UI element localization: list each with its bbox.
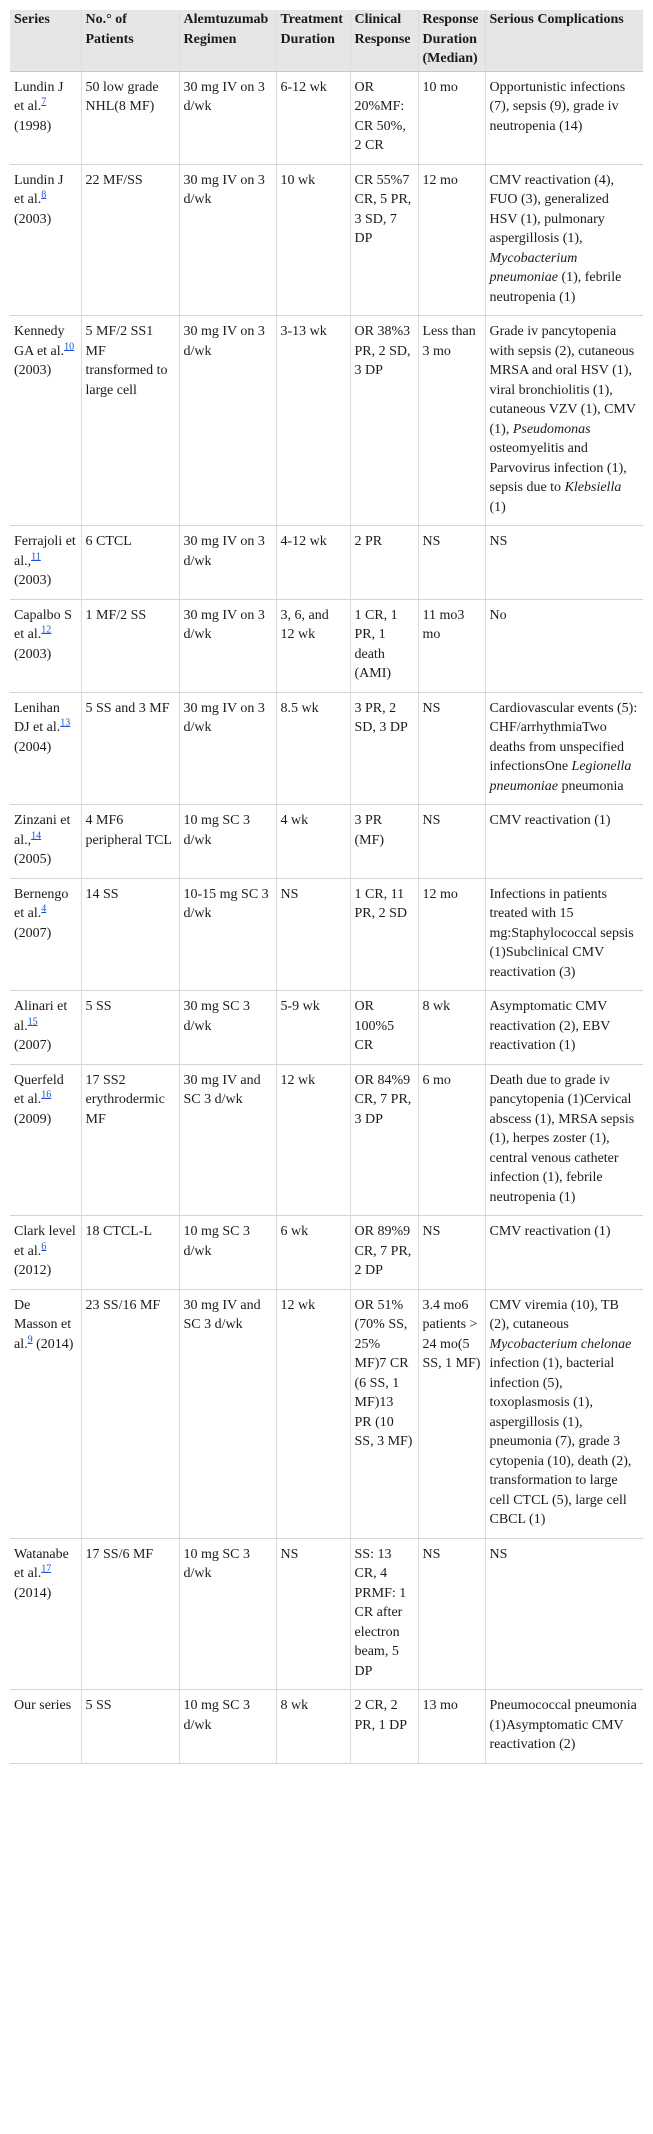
cell-patients: 5 SS and 3 MF [81, 692, 179, 805]
cell-complications [485, 526, 643, 600]
cell-regimen: 30 mg IV on 3 d/wk [179, 599, 276, 692]
cell-response-duration: NS [418, 1538, 485, 1690]
complication-text: CMV reactivation (4), FUO (3), generalized HSV (1), pulmonary aspergillosis (1), [489, 172, 615, 246]
cell-duration: 6-12 wk [276, 71, 350, 164]
table-row [10, 1538, 643, 1690]
cell-response-duration: NS [418, 1216, 485, 1290]
cell-response: 3 PR (MF) [350, 805, 418, 879]
cell-response-duration: Less than 3 mo [418, 316, 485, 526]
series-year: (2012) [14, 1263, 52, 1278]
cell-regimen: 10 mg SC 3 d/wk [179, 1216, 276, 1290]
table-row [10, 1064, 643, 1216]
organism-name: Pseudomonas [512, 421, 591, 437]
cell-patients: 18 CTCL-L [81, 1216, 179, 1290]
cell-regimen: 10 mg SC 3 d/wk [179, 1538, 276, 1690]
header-response-duration: Response Duration (Median) [418, 10, 485, 71]
cell-response: 1 CR, 1 PR, 1 death (AMI) [350, 599, 418, 692]
reference-link[interactable]: 10 [64, 340, 75, 352]
reference-link[interactable]: 13 [60, 717, 71, 729]
cell-response-duration: 10 mo [418, 71, 485, 164]
table-row [10, 878, 643, 991]
cell-complications [485, 1690, 643, 1764]
cell-response-duration: 11 mo3 mo [418, 599, 485, 692]
cell-series [10, 1289, 81, 1538]
cell-patients: 23 SS/16 MF [81, 1289, 179, 1538]
cell-patients: 17 SS2 erythrodermic MF [81, 1064, 179, 1216]
series-name: Lundin J et al. [14, 172, 64, 207]
cell-response: OR 51% (70% SS, 25% MF)7 CR (6 SS, 1 MF)13 PR (10 SS, 3 MF) [350, 1289, 418, 1538]
reference-link[interactable]: 4 [41, 903, 47, 915]
series-year: (2007) [14, 925, 52, 941]
table-row [10, 316, 643, 526]
table-body [10, 71, 643, 1763]
cell-regimen: 30 mg IV on 3 d/wk [179, 164, 276, 316]
reference-link[interactable]: 6 [41, 1240, 47, 1252]
complications-table [10, 10, 643, 1764]
cell-response-duration: 12 mo [418, 164, 485, 316]
cell-complications [485, 878, 643, 991]
cell-response: OR 89%9 CR, 7 PR, 2 DP [350, 1216, 418, 1290]
cell-response: CR 55%7 CR, 5 PR, 3 SD, 7 DP [350, 164, 418, 316]
complication-text: (1) [489, 499, 506, 515]
cell-series [10, 599, 81, 692]
cell-regimen: 30 mg IV on 3 d/wk [179, 71, 276, 164]
cell-duration: 4-12 wk [276, 526, 350, 600]
cell-complications [485, 1289, 643, 1538]
header-series: Series [10, 10, 81, 71]
series-name: De Masson et al. [14, 1297, 72, 1352]
organism-name: Klebsiella [564, 480, 622, 495]
table-row [10, 1690, 643, 1764]
complication-text: (1), febrile neutropenia (1) [489, 270, 622, 305]
cell-patients: 17 SS/6 MF [81, 1538, 179, 1690]
cell-response: OR 20%MF: CR 50%, 2 CR [350, 71, 418, 164]
table-row [10, 599, 643, 692]
series-year: (2007) [14, 1038, 52, 1053]
cell-complications [485, 1216, 643, 1290]
reference-link[interactable]: 9 [27, 1333, 33, 1345]
cell-response: 2 PR [350, 526, 418, 600]
table-row [10, 164, 643, 316]
cell-complications [485, 1538, 643, 1690]
cell-patients: 4 MF6 peripheral TCL [81, 805, 179, 879]
cell-complications [485, 1064, 643, 1216]
cell-response: 3 PR, 2 SD, 3 DP [350, 692, 418, 805]
cell-regimen: 30 mg IV on 3 d/wk [179, 316, 276, 526]
complication-text: Asymptomatic CMV reactivation (2), EBV reactivation (1) [489, 999, 611, 1053]
cell-regimen: 10 mg SC 3 d/wk [179, 805, 276, 879]
cell-series [10, 1690, 81, 1764]
series-year: (2003) [14, 573, 52, 588]
cell-duration: 10 wk [276, 164, 350, 316]
cell-response: 2 CR, 2 PR, 1 DP [350, 1690, 418, 1764]
table-row [10, 805, 643, 879]
complication-text: NS [489, 534, 508, 549]
series-name: Watanabe et al. [14, 1546, 69, 1581]
table-row [10, 71, 643, 164]
cell-series [10, 1064, 81, 1216]
cell-complications [485, 991, 643, 1065]
complication-text: No [489, 607, 507, 623]
series-name: Querfeld et al. [14, 1072, 64, 1107]
organism-name: Legionella pneumoniae [489, 759, 632, 794]
cell-series [10, 71, 81, 164]
cell-duration: 8.5 wk [276, 692, 350, 805]
series-name: Clark level et al. [14, 1224, 76, 1259]
cell-patients: 6 CTCL [81, 526, 179, 600]
cell-series [10, 692, 81, 805]
reference-link[interactable]: 11 [31, 550, 41, 562]
header-duration: Treatment Duration [276, 10, 350, 71]
series-name: Lundin J et al. [14, 79, 64, 114]
header-row [10, 10, 643, 71]
complication-text: pneumonia [557, 778, 624, 794]
complication-text: osteomyelitis and Parvovirus infection (1), sepsis due to [489, 441, 627, 495]
cell-response: OR 100%5 CR [350, 991, 418, 1065]
header-complications: Serious Complications [485, 10, 643, 71]
table-row [10, 526, 643, 600]
cell-complications [485, 316, 643, 526]
complication-text: CMV reactivation (1) [489, 813, 611, 828]
series-year: (2003) [14, 646, 52, 662]
cell-series [10, 805, 81, 879]
table-row [10, 692, 643, 805]
cell-duration: NS [276, 1538, 350, 1690]
complication-text: Cardiovascular events (5): CHF/arrhythmiaTwo deaths from unspecified infectionsOne [489, 700, 638, 774]
complication-text: CMV viremia (10), TB (2), cutaneous [489, 1297, 619, 1332]
series-year: (2003) [14, 211, 52, 227]
cell-duration: 4 wk [276, 805, 350, 879]
cell-response-duration: 8 wk [418, 991, 485, 1065]
series-year: (1998) [14, 118, 52, 134]
cell-regimen: 30 mg IV on 3 d/wk [179, 526, 276, 600]
complication-text: Infections in patients treated with 15 mg:Staphylococcal sepsis (1)Subclinical CMV reactivation (3) [489, 886, 634, 980]
cell-duration: 12 wk [276, 1289, 350, 1538]
series-year: (2004) [14, 739, 52, 755]
cell-regimen: 30 mg IV and SC 3 d/wk [179, 1064, 276, 1216]
reference-link[interactable]: 17 [41, 1563, 52, 1575]
reference-link[interactable]: 14 [31, 829, 42, 841]
cell-patients: 5 SS [81, 991, 179, 1065]
cell-response-duration: 12 mo [418, 878, 485, 991]
cell-duration: 6 wk [276, 1216, 350, 1290]
cell-regimen: 30 mg SC 3 d/wk [179, 991, 276, 1065]
series-year: (2005) [14, 852, 52, 867]
header-regimen: Alemtuzumab Regimen [179, 10, 276, 71]
cell-complications [485, 71, 643, 164]
cell-complications [485, 164, 643, 316]
cell-complications [485, 599, 643, 692]
cell-complications [485, 805, 643, 879]
cell-regimen: 30 mg IV and SC 3 d/wk [179, 1289, 276, 1538]
cell-series [10, 878, 81, 991]
complication-text: Pneumococcal pneumonia (1)Asymptomatic CMV reactivation (2) [489, 1698, 637, 1752]
cell-response-duration: 13 mo [418, 1690, 485, 1764]
cell-response: 1 CR, 11 PR, 2 SD [350, 878, 418, 991]
reference-link[interactable]: 16 [41, 1089, 52, 1101]
cell-series [10, 526, 81, 600]
organism-name: Mycobacterium pneumoniae [489, 250, 578, 285]
cell-series [10, 1216, 81, 1290]
cell-response-duration: NS [418, 692, 485, 805]
cell-response: SS: 13 CR, 4 PRMF: 1 CR after electron beam, 5 DP [350, 1538, 418, 1690]
cell-response-duration: 3.4 mo6 patients > 24 mo(5 SS, 1 MF) [418, 1289, 485, 1538]
header-response: Clinical Response [350, 10, 418, 71]
reference-link[interactable]: 12 [41, 624, 52, 636]
table-row [10, 1216, 643, 1290]
cell-duration: 12 wk [276, 1064, 350, 1216]
cell-duration: 3-13 wk [276, 316, 350, 526]
series-name: Our series [14, 1698, 72, 1713]
complication-text: NS [489, 1546, 508, 1562]
header-patients: No.° of Patients [81, 10, 179, 71]
cell-patients: 5 MF/2 SS1 MF transformed to large cell [81, 316, 179, 526]
series-name: Bernengo et al. [14, 886, 69, 921]
organism-name: Mycobacterium chelonae [489, 1336, 632, 1352]
cell-duration: 8 wk [276, 1690, 350, 1764]
cell-response: OR 84%9 CR, 7 PR, 3 DP [350, 1064, 418, 1216]
cell-regimen: 10 mg SC 3 d/wk [179, 1690, 276, 1764]
table-row [10, 1289, 643, 1538]
cell-duration: 3, 6, and 12 wk [276, 599, 350, 692]
series-year: (2014) [36, 1336, 74, 1352]
series-name: Alinari et al. [14, 999, 68, 1034]
complication-text: Death due to grade iv pancytopenia (1)Cervical abscess (1), MRSA sepsis (1), herpes zoster (1), central venous catheter infection (1), febrile neutropenia (1) [489, 1072, 635, 1205]
series-year: (2014) [14, 1585, 52, 1601]
cell-complications [485, 692, 643, 805]
reference-link[interactable]: 15 [27, 1015, 38, 1027]
cell-patients: 50 low grade NHL(8 MF) [81, 71, 179, 164]
series-name: Kennedy GA et al. [14, 324, 65, 359]
cell-series [10, 991, 81, 1065]
cell-patients: 22 MF/SS [81, 164, 179, 316]
reference-link[interactable]: 8 [41, 189, 47, 201]
cell-patients: 5 SS [81, 1690, 179, 1764]
complication-text: Opportunistic infections (7), sepsis (9), grade iv neutropenia (14) [489, 79, 626, 134]
series-name: Capalbo S et al. [14, 607, 72, 642]
cell-regimen: 10-15 mg SC 3 d/wk [179, 878, 276, 991]
cell-response-duration: 6 mo [418, 1064, 485, 1216]
cell-series [10, 164, 81, 316]
cell-duration: NS [276, 878, 350, 991]
cell-patients: 14 SS [81, 878, 179, 991]
cell-duration: 5-9 wk [276, 991, 350, 1065]
series-year: (2003) [14, 363, 52, 378]
series-name: Ferrajoli et al., [14, 534, 76, 569]
complication-text: CMV reactivation (1) [489, 1224, 611, 1239]
cell-series [10, 316, 81, 526]
series-year: (2009) [14, 1111, 52, 1127]
cell-regimen: 30 mg IV on 3 d/wk [179, 692, 276, 805]
series-name: Zinzani et al., [14, 813, 71, 848]
cell-patients: 1 MF/2 SS [81, 599, 179, 692]
cell-response-duration: NS [418, 526, 485, 600]
reference-link[interactable]: 7 [41, 96, 47, 108]
cell-response-duration: NS [418, 805, 485, 879]
cell-response: OR 38%3 PR, 2 SD, 3 DP [350, 316, 418, 526]
complication-text: infection (1), bacterial infection (5), toxoplasmosis (1), aspergillosis (1), pneumonia (7), grade 3 cytopenia (10), death (2), transformation to large cell CTCL (5), large cell CBCL (1) [489, 1356, 632, 1527]
cell-series [10, 1538, 81, 1690]
table-row [10, 991, 643, 1065]
complication-text: Grade iv pancytopenia with sepsis (2), cutaneous MRSA and oral HSV (1), viral bronchiolitis (1), cutaneous VZV (1), CMV (1), [489, 324, 636, 437]
series-name: Lenihan DJ et al. [14, 700, 61, 735]
